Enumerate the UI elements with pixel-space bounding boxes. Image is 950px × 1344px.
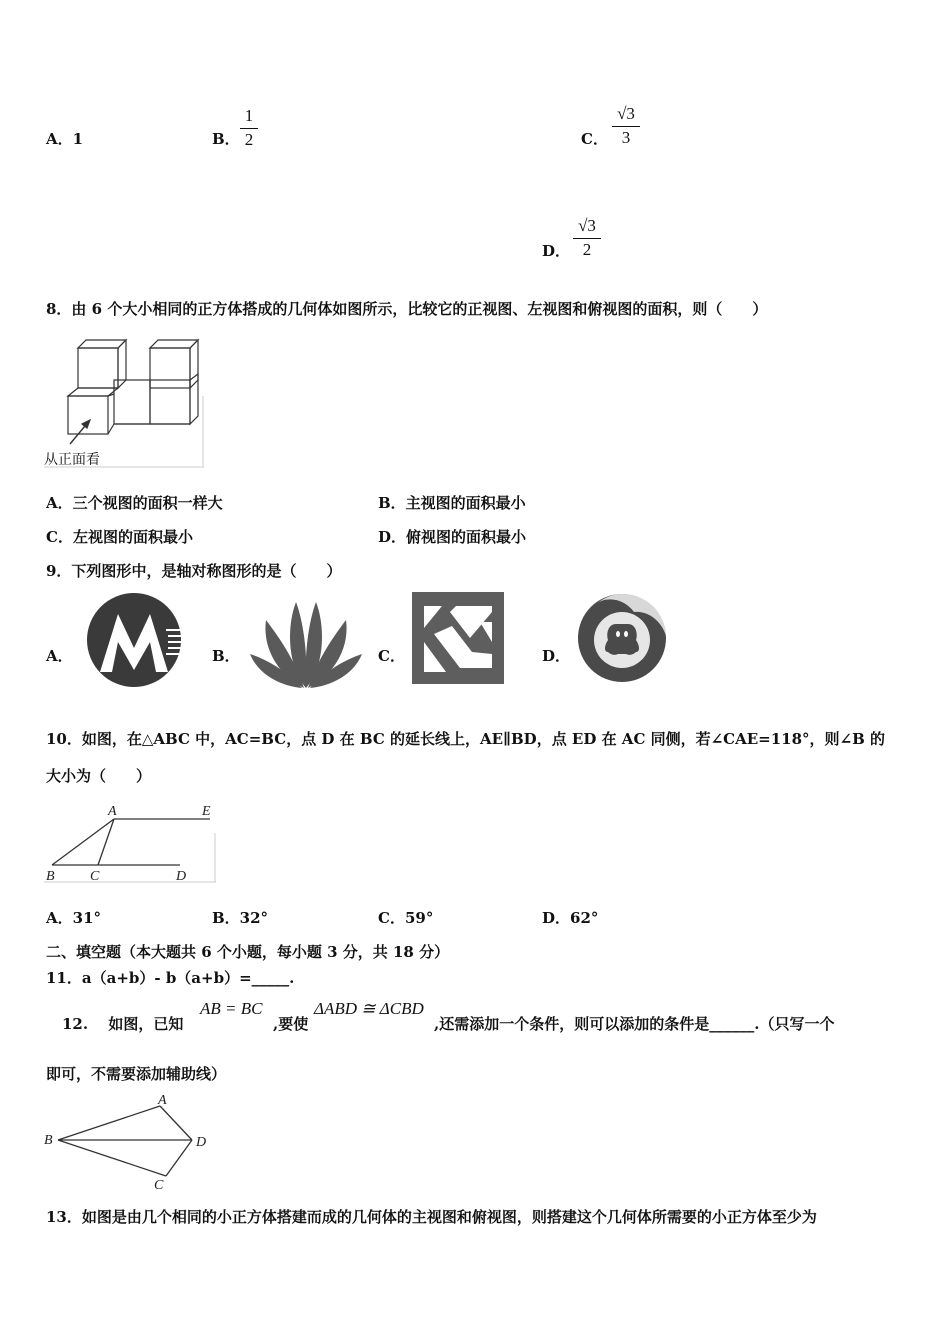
logo-m-circle-icon [86,590,186,690]
q12-math-congruence: ΔABD ≅ ΔCBD [314,999,424,1018]
q7-option-b-denominator: 2 [244,130,254,149]
q10-stem-line1: 10．如图，在△ABC 中，AC=BC，点 D 在 BC 的延长线上，AE∥BD，点 ED 在 AC 同侧，若∠CAE=118°，则∠B 的 [46,730,886,748]
q10-label-e: E [202,804,211,819]
q10-option-b: B．32° [212,909,269,927]
q11-end: . [289,969,295,987]
q7-option-a [46,128,83,149]
q10-triangle-figure [44,803,216,883]
q7-option-a-value: 1 [72,130,84,148]
q11-blank: _____ [251,969,290,987]
q7-option-c-fraction [612,104,640,149]
q8-option-b: B．主视图的面积最小 [378,494,526,512]
logo-round-penguin-icon [576,590,668,686]
q10-stem-line2: 大小为（ ） [46,767,152,785]
q11-text: 11．a（a+b）- b（a+b）= [46,969,252,987]
q9-option-c-label: C． [378,647,405,665]
q7-option-c-denominator: 3 [621,128,631,147]
q7-option-d-numerator: √3 [573,216,601,239]
logo-fan-petals-icon [248,598,364,690]
q7-option-a-label: A． [46,130,73,148]
q12-tail: .（只写一个 [754,1015,835,1033]
q8-stem: 8．由 6 个大小相同的正方体搭成的几何体如图所示，比较它的正视图、左视图和俯视图的面积，则（ ） [46,300,768,318]
q10-label-a: A [108,804,117,819]
q10-label-d: D [176,869,187,883]
q12-label-c: C [154,1178,164,1190]
q10-label-b: B [46,869,55,883]
q7-option-d-fraction [573,216,601,261]
q9-option-a-label: A． [46,647,73,665]
logo-square-zigzag-icon [412,592,504,684]
q7-option-b-numerator: 1 [240,106,258,129]
q12-suffix [434,1013,834,1034]
q12-middle: ,要使 [273,1015,309,1033]
q13-stem: 13．如图是由几个相同的小正方体搭建而成的几何体的主视图和俯视图，则搭建这个几何体所需要的小正方体至少为 [46,1208,817,1226]
q7-option-d-label: D． [542,242,571,260]
q7-option-c-numerator: √3 [612,104,640,127]
q8-option-d: D．俯视图的面积最小 [378,528,527,546]
q7-option-b-label: B． [212,130,240,148]
q12-label-b: B [44,1133,53,1148]
q12-label-a: A [158,1093,167,1108]
q9-stem: 9．下列图形中，是轴对称图形的是（ ） [46,562,342,580]
q8-option-a: A．三个视图的面积一样大 [46,494,223,512]
q10-option-c: C．59° [378,909,434,927]
q9-option-d-label: D． [542,647,571,665]
q12-line2: 即可，不需要添加辅助线） [46,1065,227,1083]
q8-option-c: C．左视图的面积最小 [46,528,193,546]
q10-label-c: C [90,869,100,883]
q12-label-d: D [196,1135,207,1150]
q7-option-c-label: C． [581,130,608,148]
q7-option-b-fraction [240,106,258,151]
q10-option-d: D．62° [542,909,599,927]
q9-option-b-label: B． [212,647,240,665]
q7-option-d-denominator: 2 [582,240,592,259]
q12-blank: ______ [709,1015,755,1033]
section2-heading: 二、填空题（本大题共 6 个小题，每小题 3 分，共 18 分） [46,943,450,961]
q11 [46,967,294,988]
q8-figure-caption: 从正面看 [44,452,100,468]
q12-kite-figure [42,1092,212,1190]
q12-prefix: 12. 如图，已知 [62,1015,184,1033]
q12-math-ab-bc: AB = BC [200,999,263,1018]
q10-option-a: A．31° [46,909,102,927]
q12-suffix-text: ,还需添加一个条件，则可以添加的条件是 [434,1015,710,1033]
